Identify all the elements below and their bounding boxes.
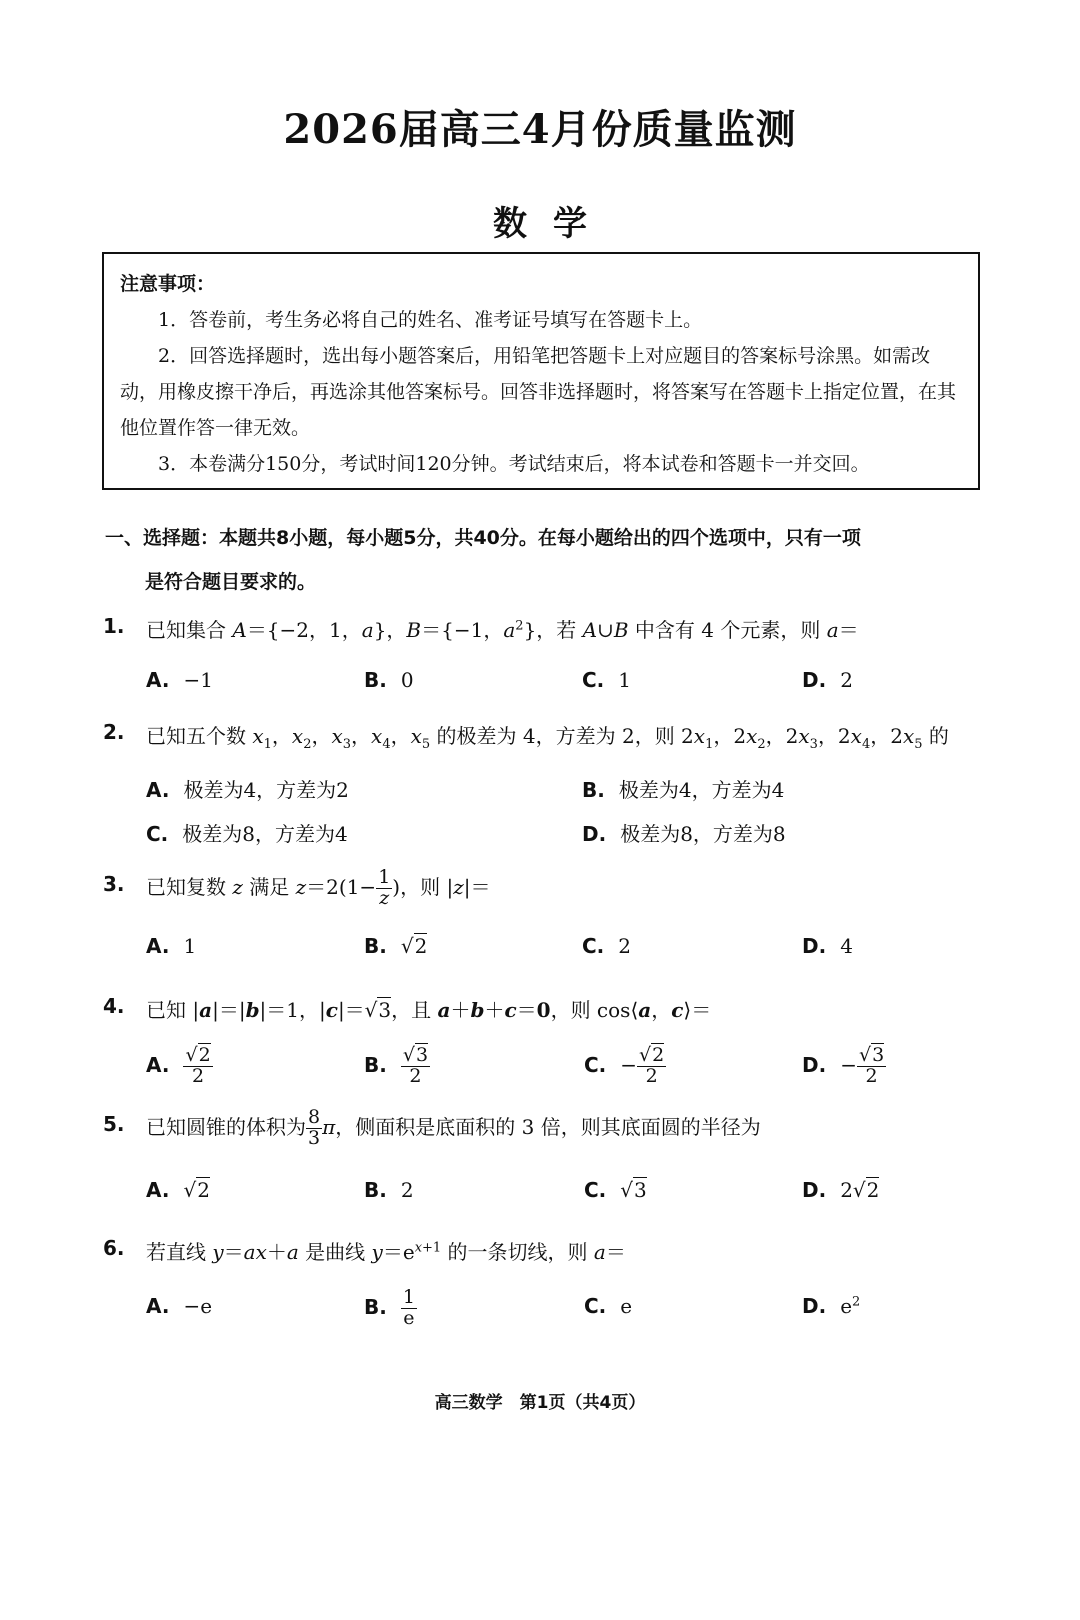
notice-item-1: 1．答卷前，考生务必将自己的姓名、准考证号填写在答题卡上。	[158, 309, 703, 331]
option-c: C. √3	[584, 1178, 647, 1202]
option-b: B. $\frac{√3}{2}$	[364, 1044, 429, 1087]
question-number: 6.	[103, 1236, 125, 1260]
option-b: B. √2	[364, 934, 428, 958]
option-c: C. e	[584, 1294, 633, 1318]
question-stem: 已知圆锥的体积为 $\frac{8}{3}$ π，侧面积是底面积的 3 倍，则其底面圆的半径为	[146, 1106, 761, 1149]
section-heading	[105, 516, 985, 604]
option-b: B. $\frac{1}{e}$	[364, 1286, 415, 1329]
option-d: D. 4	[802, 934, 853, 958]
question-number: 4.	[103, 994, 125, 1018]
option-a: A. $\frac{√2}{2}$	[146, 1044, 211, 1087]
option-c: C. 1	[582, 668, 632, 692]
option-c: C. 2	[582, 934, 632, 958]
option-d: D. 2	[802, 668, 853, 692]
option-d: D. $e^2$	[802, 1294, 861, 1318]
question-number: 1.	[103, 614, 125, 638]
question-stem: 若直线 y＝ax＋a 是曲线 $y=e^{x+1}$ 的一条切线，则 a＝	[146, 1240, 626, 1264]
option-a: A. √2	[146, 1178, 210, 1202]
option-b: B. 极差为4，方差为4	[582, 778, 785, 802]
question-number: 5.	[103, 1112, 125, 1136]
question-stem: 已知五个数 $x_1$，$x_2$，$x_3$，$x_4$，$x_5$ 的极差为 4，方差为 2，则 $2x_1$，$2x_2$，$2x_3$，$2x_4$，$2x_5$ 的	[146, 724, 949, 752]
exam-title: 2026届高三4月份质量监测	[283, 106, 797, 153]
option-d: D. − $\frac{√3}{2}$	[802, 1044, 885, 1087]
notice-item-3: 3．本卷满分150分，考试时间120分钟。考试结束后，将本试卷和答题卡一并交回。	[158, 453, 870, 475]
option-a: A. 1	[146, 934, 197, 958]
notice-heading: 注意事项：	[120, 273, 216, 295]
option-b: B. 0	[364, 668, 414, 692]
notice-item-2: 2．回答选择题时，选出每小题答案后，用铅笔把答题卡上对应题目的答案标号涂黑。如需改动，用橡皮擦干净后，再选涂其他答案标号。回答非选择题时，将答案写在答题卡上指定位置，在其他位置作答一律无效。	[120, 345, 957, 439]
section-heading-line-1: 一、选择题：本题共8小题，每小题5分，共40分。在每小题给出的四个选项中，只有一项	[105, 527, 861, 549]
option-c: C. − $\frac{√2}{2}$	[584, 1044, 665, 1087]
option-c: C. 极差为8，方差为4	[146, 822, 348, 846]
question-number: 2.	[103, 720, 125, 744]
option-d: D. 2√2	[802, 1178, 880, 1202]
option-a: A. −e	[146, 1294, 213, 1318]
question-stem: 已知复数 z 满足 z＝2(1− $\frac{1}{z}$ )，则 |z|＝	[146, 866, 491, 909]
page-footer: 高三数学 第1页（共4页）	[434, 1393, 646, 1413]
option-a: A. 极差为4，方差为2	[146, 778, 349, 802]
question-stem: 已知集合 A＝{−2，1，a}，B＝{−1，$a^2$}，若 A∪B 中含有 4 个元素，则 a＝	[146, 618, 859, 642]
notice-box	[102, 252, 980, 490]
question-number: 3.	[103, 872, 125, 896]
subject-title: 数学	[493, 204, 613, 244]
section-heading-line-2: 是符合题目要求的。	[145, 571, 317, 593]
option-b: B. 2	[364, 1178, 414, 1202]
question-stem: 已知 |a|＝|b|＝1，|c|＝√3，且 a＋b＋c＝0，则 cos⟨a，c⟩＝	[146, 998, 712, 1022]
option-d: D. 极差为8，方差为8	[582, 822, 786, 846]
option-a: A. −1	[146, 668, 213, 692]
